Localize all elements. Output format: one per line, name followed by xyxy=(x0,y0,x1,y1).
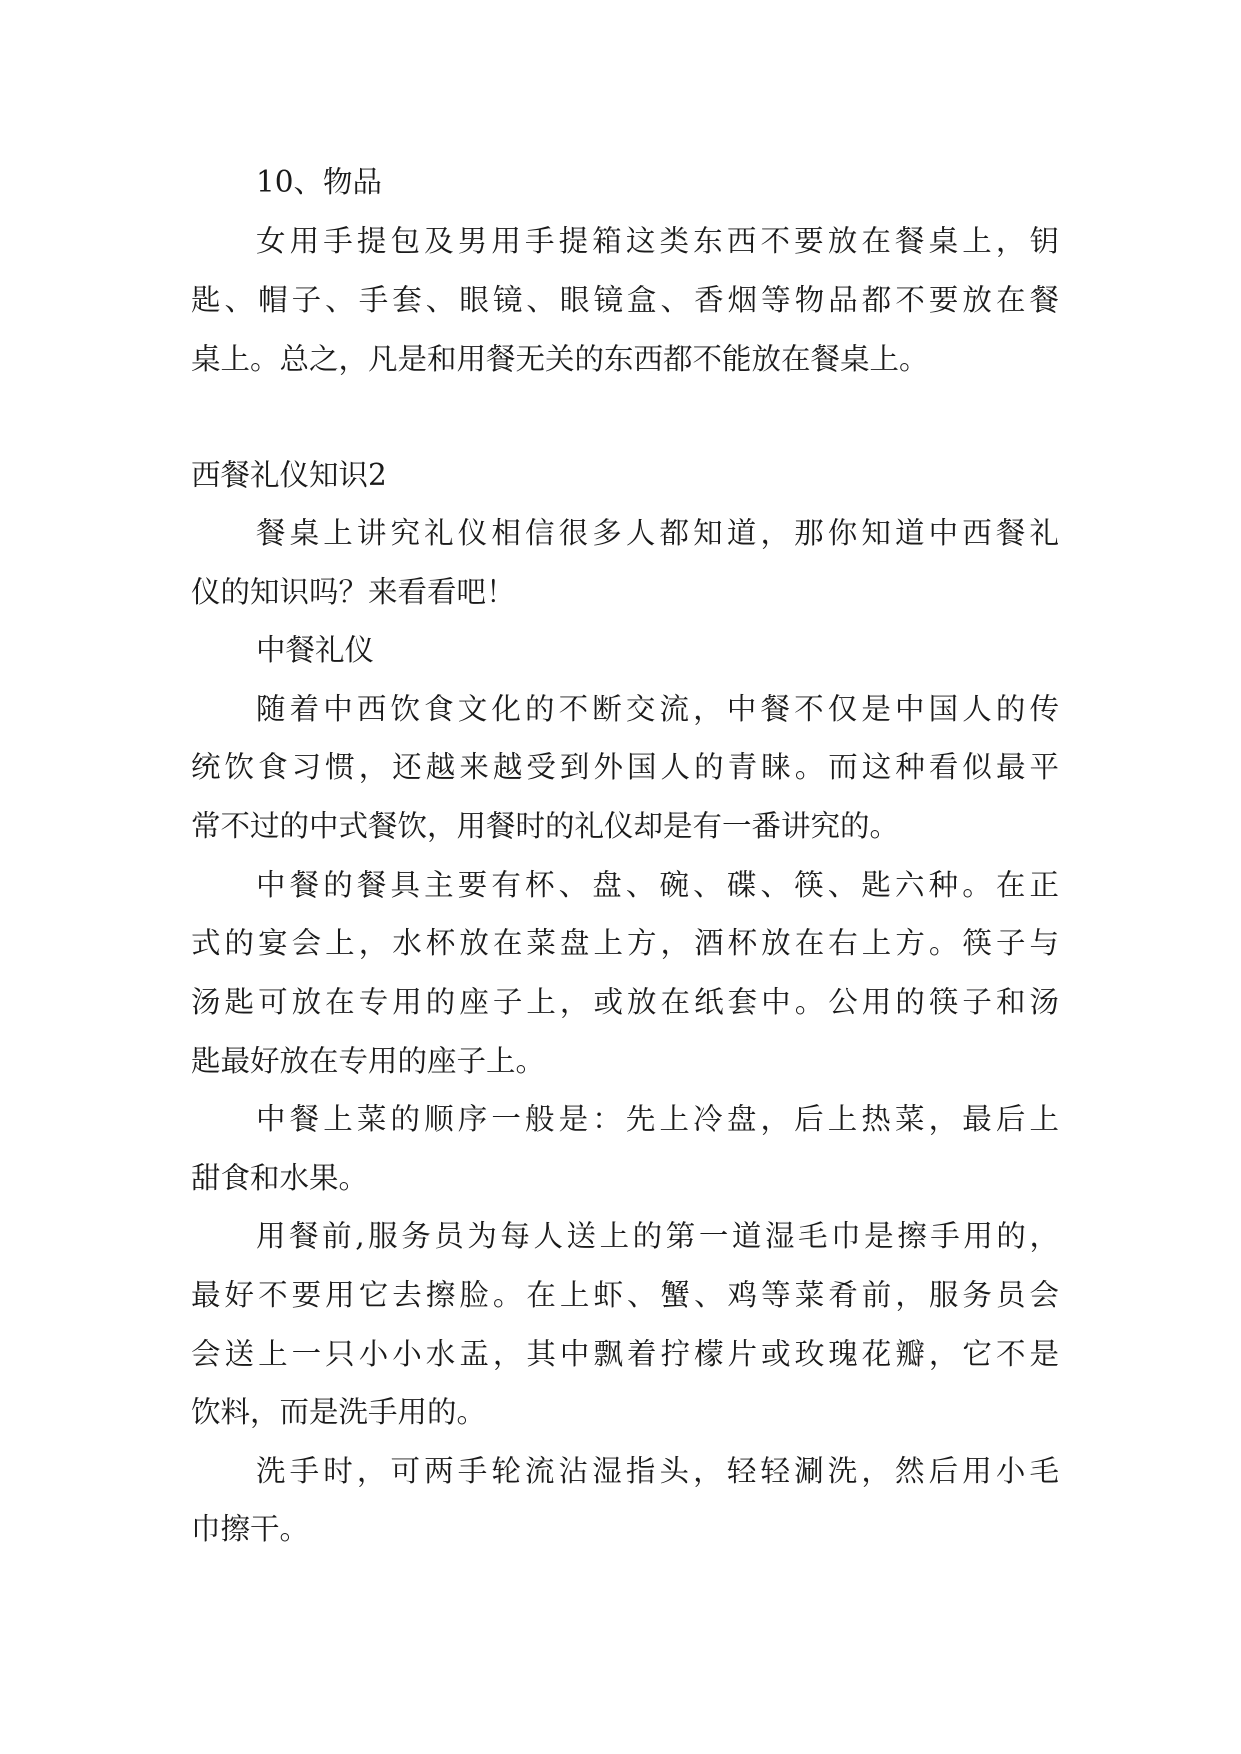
paragraph-line: 式的宴会上，水杯放在菜盘上方，酒杯放在右上方。筷子与 xyxy=(191,926,1059,960)
paragraph-line: 餐桌上讲究礼仪相信很多人都知道，那你知道中西餐礼 xyxy=(256,516,1059,550)
paragraph-line: 随着中西饮食文化的不断交流，中餐不仅是中国人的传 xyxy=(256,692,1059,726)
paragraph-line: 饮料，而是洗手用的。 xyxy=(191,1395,487,1429)
paragraph-line: 匙、帽子、手套、眼镜、眼镜盒、香烟等物品都不要放在餐 xyxy=(191,283,1059,317)
paragraph-line: 中餐的餐具主要有杯、盘、碗、碟、筷、匙六种。在正 xyxy=(256,868,1059,902)
paragraph-line: 用餐前,服务员为每人送上的第一道湿毛巾是擦手用的， xyxy=(256,1219,1059,1253)
paragraph-line: 桌上。总之，凡是和用餐无关的东西都不能放在餐桌上。 xyxy=(191,342,929,376)
paragraph-line: 匙最好放在专用的座子上。 xyxy=(191,1044,546,1078)
section-title: 西餐礼仪知识2 xyxy=(191,458,387,492)
paragraph-line: 中餐上菜的顺序一般是：先上冷盘，后上热菜，最后上 xyxy=(256,1102,1059,1136)
paragraph-line: 会送上一只小小水盂，其中飘着拧檬片或玫瑰花瓣，它不是 xyxy=(191,1337,1059,1371)
subheading: 中餐礼仪 xyxy=(256,633,375,667)
section-heading: 10、物品 xyxy=(256,165,383,199)
paragraph-line: 汤匙可放在专用的座子上，或放在纸套中。公用的筷子和汤 xyxy=(191,985,1059,1019)
paragraph-line: 最好不要用它去擦脸。在上虾、蟹、鸡等菜肴前，服务员会 xyxy=(191,1278,1059,1312)
paragraph-line: 常不过的中式餐饮，用餐时的礼仪却是有一番讲究的。 xyxy=(191,809,900,843)
paragraph-line: 洗手时，可两手轮流沾湿指头，轻轻涮洗，然后用小毛 xyxy=(256,1454,1059,1488)
paragraph-line: 女用手提包及男用手提箱这类东西不要放在餐桌上，钥 xyxy=(256,224,1059,258)
paragraph-line: 甜食和水果。 xyxy=(191,1161,369,1195)
paragraph-line: 仪的知识吗？来看看吧！ xyxy=(191,575,516,609)
paragraph-line: 巾擦干。 xyxy=(191,1512,310,1546)
paragraph-line: 统饮食习惯，还越来越受到外国人的青睐。而这种看似最平 xyxy=(191,750,1059,784)
